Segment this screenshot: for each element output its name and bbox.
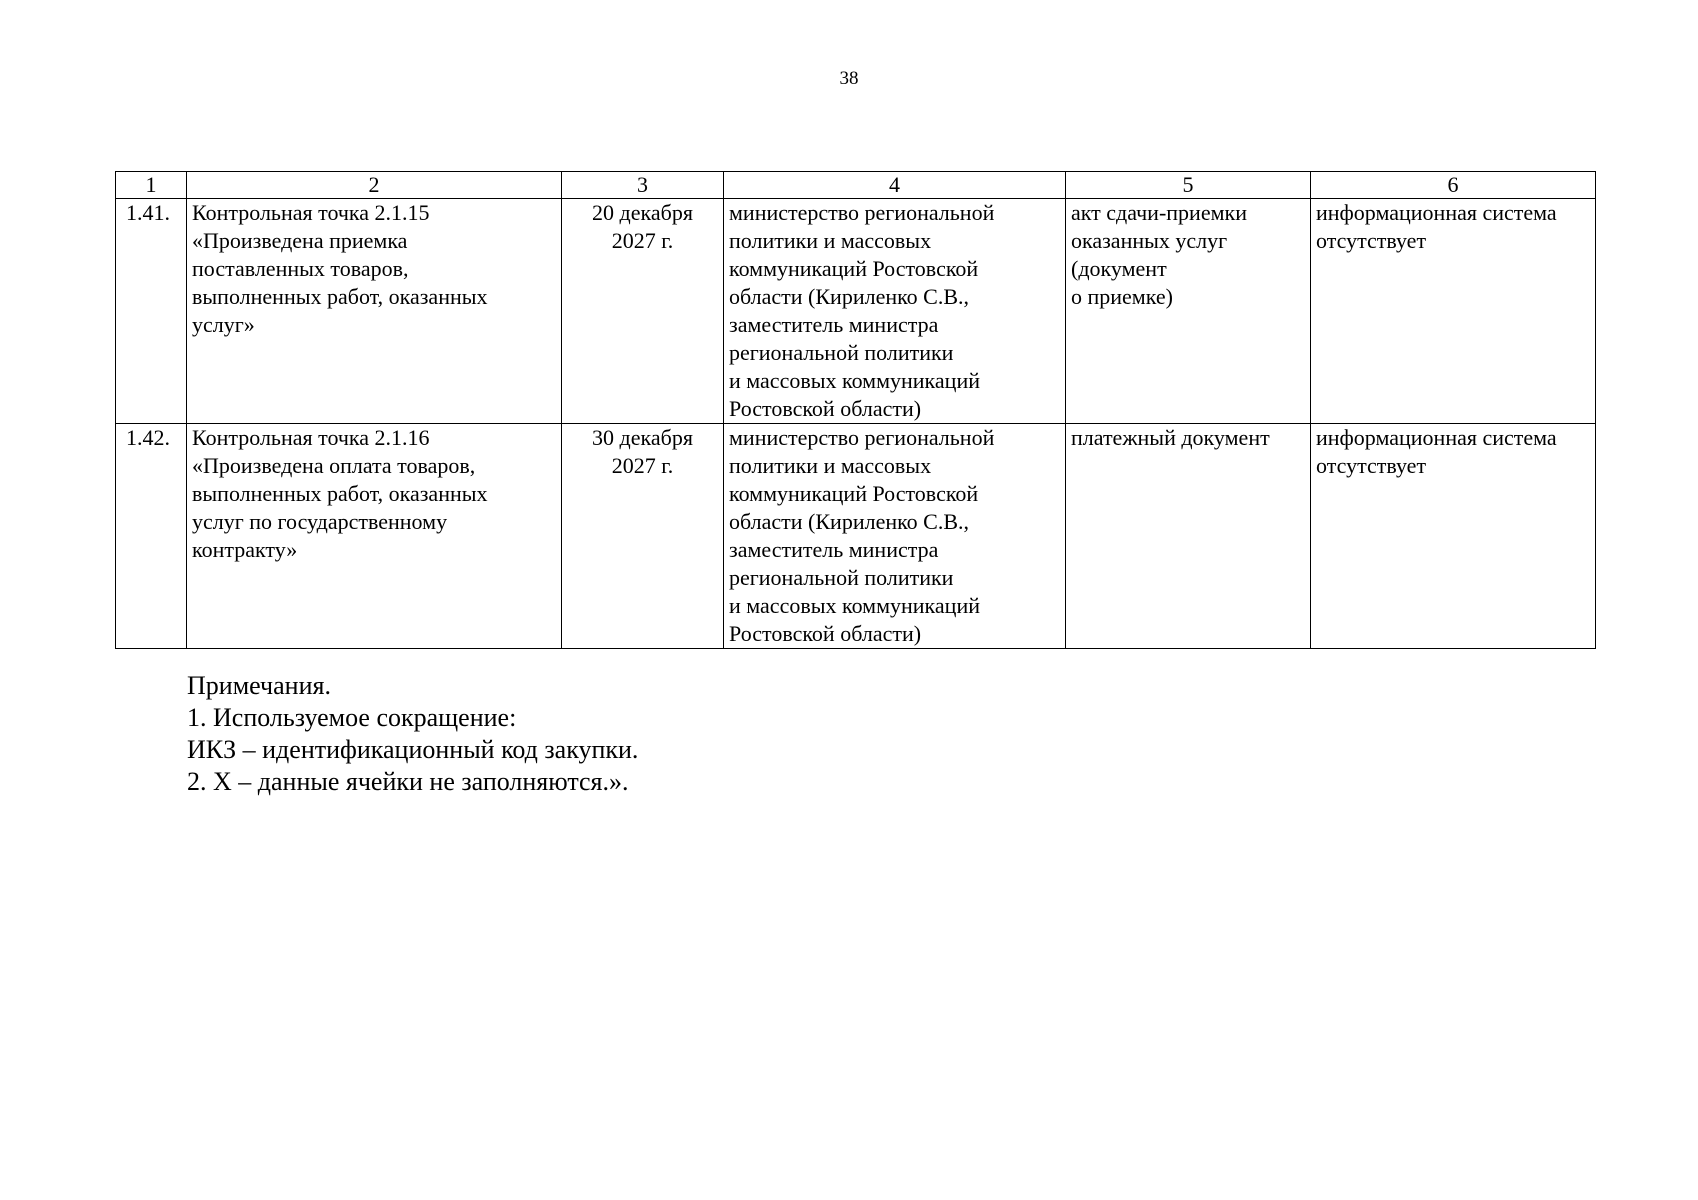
row-number: 1.41.	[116, 199, 187, 424]
information-system: информационная система отсутствует	[1311, 199, 1596, 424]
note-item: ИКЗ – идентификационный код закупки.	[187, 735, 639, 764]
note-item: 2. Х – данные ячейки не заполняются.».	[187, 767, 629, 796]
table-row	[116, 199, 1596, 424]
column-header-2: 2	[187, 172, 562, 199]
responsible-executor: министерство региональной политики и массовых коммуникаций Ростовской области (Кириленко С.В., заместитель министра региональной политики и массовых коммуникаций Ростовской области)	[724, 199, 1066, 424]
row-number: 1.42.	[116, 424, 187, 649]
column-header-5: 5	[1066, 172, 1311, 199]
note-item: 1. Используемое сокращение:	[187, 703, 517, 732]
notes-heading: Примечания.	[187, 671, 331, 700]
confirming-document: акт сдачи-приемки оказанных услуг (документ о приемке)	[1066, 199, 1311, 424]
table-header-row	[116, 172, 1596, 199]
column-header-3: 3	[562, 172, 724, 199]
information-system: информационная система отсутствует	[1311, 424, 1596, 649]
column-header-4: 4	[724, 172, 1066, 199]
notes-section	[187, 670, 638, 798]
deadline-date: 30 декабря 2027 г.	[562, 424, 724, 649]
column-header-6: 6	[1311, 172, 1596, 199]
control-point-title: Контрольная точка 2.1.16 «Произведена оплата товаров, выполненных работ, оказанных услуг по государственному контракту»	[187, 424, 562, 649]
page-number: 38	[839, 68, 859, 89]
control-point-title: Контрольная точка 2.1.15 «Произведена приемка поставленных товаров, выполненных работ, оказанных услуг»	[187, 199, 562, 424]
deadline-date: 20 декабря 2027 г.	[562, 199, 724, 424]
responsible-executor: министерство региональной политики и массовых коммуникаций Ростовской области (Кириленко С.В., заместитель министра региональной политики и массовых коммуникаций Ростовской области)	[724, 424, 1066, 649]
document-table	[115, 171, 1596, 649]
column-header-1: 1	[116, 172, 187, 199]
confirming-document: платежный документ	[1066, 424, 1311, 649]
table-row	[116, 424, 1596, 649]
